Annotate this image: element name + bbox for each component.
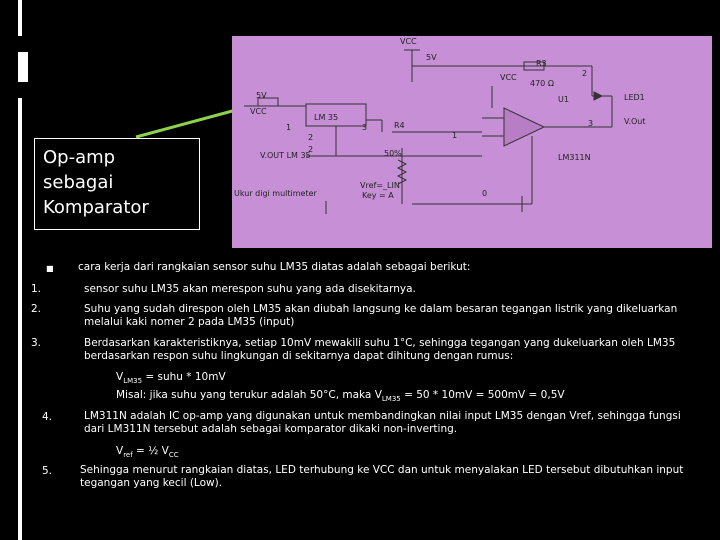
label-vcc-mid: VCC (500, 73, 517, 82)
label-vcc-left: VCC (250, 107, 267, 116)
decor-bar-low (18, 98, 22, 540)
formula-example: Misal: jika suhu yang terukur adalah 50°C, maka $V_{LM35} = 50 * 10mV = 500mV = 0,5V$ (116, 389, 565, 404)
label-r3-value: 470 Ω (530, 79, 554, 88)
label-vout-left: V.OUT LM 35 (260, 151, 311, 160)
formula-vref: $V_{ref}$ = ½ $V_{CC}$ (116, 445, 179, 460)
node-0: 0 (482, 189, 488, 198)
label-r4: R4 (394, 121, 405, 130)
item-number: 1. (31, 283, 42, 295)
label-5v-a: 5V (426, 53, 437, 62)
item-text: Sehingga menurut rangkaian diatas, LED terhubung ke VCC dan untuk menyalakan LED tersebut dibutuhkan input tegangan yang kecil (Low). (80, 464, 684, 489)
label-multimeter: Ukur digi multimeter (234, 189, 317, 198)
label-u1: U1 (558, 95, 569, 104)
pin-1: 1 (286, 123, 292, 132)
decor-bar-top (18, 0, 22, 36)
label-vref2: Key = A (362, 191, 394, 200)
item-number: 4. (42, 411, 53, 423)
label-vcc-top: VCC (400, 37, 417, 46)
label-lm35: LM 35 (314, 113, 339, 122)
label-5v-b: 5V (256, 91, 267, 100)
node-2c: 2 (308, 145, 314, 154)
circuit-diagram (232, 36, 712, 248)
item-number: 3. (31, 337, 42, 349)
label-vref1: Vref=_LIN (360, 181, 400, 190)
item-text: LM311N adalah IC op-amp yang digunakan untuk membandingkan nilai input LM35 dengan Vref, sehingga fungsi dari LM311N tersebut adalah sebagai komparator dikaki non-inverting. (84, 410, 681, 435)
intro-text: cara kerja dari rangkaian sensor suhu LM35 diatas adalah sebagai berikut: (78, 261, 471, 273)
pin-3: 3 (362, 123, 368, 132)
item-text: sensor suhu LM35 akan merespon suhu yang ada disekitarnya. (84, 283, 416, 295)
label-vout-right: V.Out (624, 117, 646, 126)
label-r3: R3 (536, 59, 547, 68)
node-2: 2 (582, 69, 588, 78)
item-number: 2. (31, 303, 42, 315)
item-text: Berdasarkan karakteristiknya, setiap 10mV mewakili suhu 1°C, sehingga tegangan yang dukeluarkan oleh LM35 berdasarkan respon suhu lingkungan di sekitarnya dapat dihitung dengan rumus: (84, 337, 676, 362)
formula-vlm35: $V_{LM35}$ = suhu * 10mV (116, 371, 226, 386)
item-text: Suhu yang sudah direspon oleh LM35 akan diubah langsung ke dalam besaran tegangan listrik yang dikeluarkan melalui kaki nomer 2 pada LM35 (input) (84, 303, 678, 328)
decor-bar-mid (18, 52, 28, 82)
label-chip: LM311N (558, 153, 591, 162)
node-1: 1 (452, 131, 458, 140)
item-number: 5. (42, 465, 53, 477)
slide-title: Op-amp sebagai Komparator (34, 138, 200, 230)
bullet-icon: ■ (46, 264, 54, 273)
pin-2: 2 (308, 133, 314, 142)
label-pct: 50% (384, 149, 402, 158)
node-3: 3 (588, 119, 594, 128)
label-led: LED1 (624, 93, 645, 102)
